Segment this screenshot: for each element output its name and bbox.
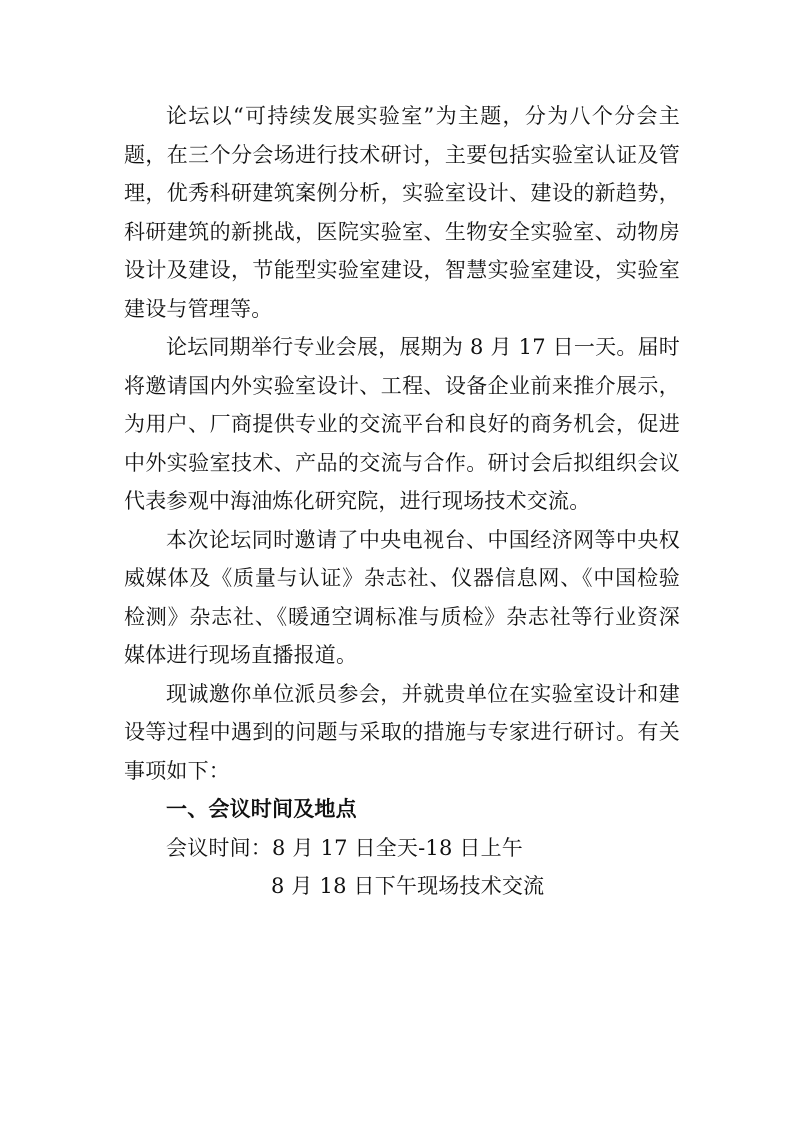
paragraph-invitation: 现诚邀你单位派员参会，并就贵单位在实验室设计和建设等过程中遇到的问题与采取的措施与专家进行研讨。有关事项如下： [124,681,680,783]
document-body [124,97,680,906]
meeting-time-line: 会议时间：8 月 17 日全天-18 日上午 [166,835,523,860]
meeting-time-line-continued: 8 月 18 日下午现场技术交流 [271,874,545,898]
paragraph-exhibition: 论坛同期举行专业会展，展期为 8 月 17 日一天。届时将邀请国内外实验室设计、工程、设备企业前来推介展示，为用户、厂商提供专业的交流平台和良好的商务机会，促进中外实验室技术、产品的交流与合作。研讨会后拟组织会议代表参观中海油炼化研究院，进行现场技术交流。 [124,335,680,513]
section-heading-time-location: 一、会议时间及地点 [166,796,357,821]
paragraph-media: 本次论坛同时邀请了中央电视台、中国经济网等中央权威媒体及《质量与认证》杂志社、仪器信息网、《中国检验检测》杂志社、《暖通空调标准与质检》杂志社等行业资深媒体进行现场直播报道。 [124,527,680,667]
paragraph-forum-theme: 论坛以“可持续发展实验室”为主题，分为八个分会主题，在三个分会场进行技术研讨，主要包括实验室认证及管理，优秀科研建筑案例分析，实验室设计、建设的新趋势，科研建筑的新挑战，医院实验室、生物安全实验室、动物房设计及建设，节能型实验室建设，智慧实验室建设，实验室建设与管理等。 [124,104,680,321]
